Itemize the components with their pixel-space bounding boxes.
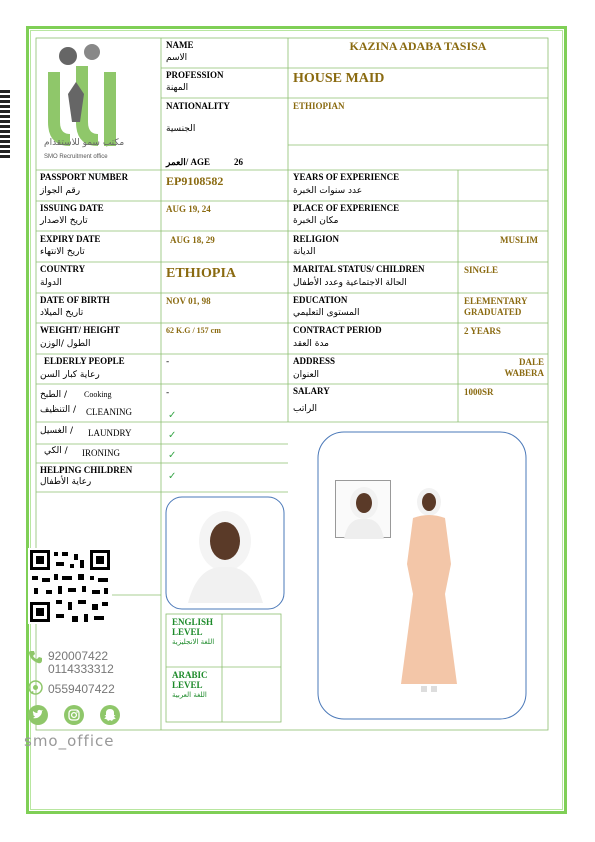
qr-code bbox=[28, 548, 112, 624]
contract-label: CONTRACT PERIOD bbox=[293, 325, 382, 335]
cooking-label: Cooking bbox=[84, 390, 112, 399]
phone-number-1: 920007422 bbox=[48, 649, 109, 663]
logo-english-text: SMO Recruitment office bbox=[44, 154, 108, 160]
contract-ar: مدة العقد bbox=[293, 339, 329, 349]
experience-years-ar: عدد سنوات الخبرة bbox=[293, 186, 363, 196]
address-label: ADDRESS bbox=[293, 356, 336, 366]
logo-mark-icon bbox=[40, 42, 158, 167]
arabic-level-ar: اللغة العربية bbox=[172, 691, 207, 699]
dob-ar: تاريخ الميلاد bbox=[40, 308, 84, 318]
dob-label: DATE OF BIRTH bbox=[40, 295, 110, 305]
nationality-label: NATIONALITY bbox=[166, 101, 230, 111]
dob-value: NOV 01, 98 bbox=[166, 296, 211, 306]
name-ar: الاسم bbox=[166, 53, 188, 63]
nationality-ar: الجنسية bbox=[166, 124, 196, 134]
profession-ar: المهنة bbox=[166, 83, 189, 93]
profession-value: HOUSE MAID bbox=[293, 71, 385, 86]
education-label: EDUCATION bbox=[293, 295, 348, 305]
education-ar: المستوى التعليمي bbox=[293, 308, 360, 318]
marital-value: SINGLE bbox=[464, 265, 499, 275]
passport-label: PASSPORT NUMBER bbox=[40, 172, 129, 182]
portrait-photo bbox=[178, 503, 273, 603]
arabic-level-label: ARABIC LEVEL bbox=[172, 670, 208, 690]
experience-place-label: PLACE OF EXPERIENCE bbox=[293, 203, 400, 213]
religion-value: MUSLIM bbox=[500, 235, 538, 245]
laundry-ar: الغسيل / bbox=[40, 426, 74, 436]
full-body-photo bbox=[395, 484, 463, 696]
expiry-value: AUG 18, 29 bbox=[170, 235, 215, 245]
english-level-label: ENGLISH LEVEL bbox=[172, 617, 214, 637]
cleaning-ar: التنظيف / bbox=[40, 405, 76, 415]
whatsapp-number: 0559407422 bbox=[48, 682, 115, 696]
contract-value: 2 YEARS bbox=[464, 326, 501, 336]
nationality-value: ETHIOPIAN bbox=[293, 101, 345, 111]
cooking-value: - bbox=[166, 388, 170, 398]
religion-ar: الديانة bbox=[293, 247, 316, 257]
helping-children-ar: رعاية الأطفال bbox=[40, 477, 92, 487]
marital-ar: الحالة الاجتماعية وعدد الأطفال bbox=[293, 278, 407, 288]
salary-label: SALARY bbox=[293, 386, 330, 396]
weight-height-value: 62 K.G / 157 cm bbox=[166, 326, 221, 335]
expiry-label: EXPIRY DATE bbox=[40, 234, 101, 244]
cleaning-label: CLEANING bbox=[86, 407, 132, 417]
address-value: DALE WABERA bbox=[504, 357, 544, 378]
elderly-ar: رعاية كبار السن bbox=[40, 370, 100, 380]
marital-label: MARITAL STATUS/ CHILDREN bbox=[293, 264, 425, 274]
country-ar: الدولة bbox=[40, 278, 62, 288]
name-value: KAZINA ADABA TASISA bbox=[349, 39, 487, 53]
issuing-ar: تاريخ الاصدار bbox=[40, 216, 88, 226]
logo bbox=[40, 42, 158, 167]
expiry-ar: تاريخ الانتهاء bbox=[40, 247, 85, 257]
name-label: NAME bbox=[166, 40, 194, 50]
experience-years-label: YEARS OF EXPERIENCE bbox=[293, 172, 400, 182]
cooking-ar: الطبخ / bbox=[40, 390, 68, 400]
ironing-check-icon: ✓ bbox=[168, 450, 177, 461]
phone-icon bbox=[28, 650, 42, 664]
country-label: COUNTRY bbox=[40, 264, 86, 274]
country-value: ETHIOPIA bbox=[166, 266, 237, 281]
religion-label: RELIGION bbox=[293, 234, 340, 244]
passport-value: EP9108582 bbox=[166, 174, 224, 188]
logo-arabic-text: مكتب سمو للاستقدام bbox=[44, 138, 125, 148]
elderly-label: ELDERLY PEOPLE bbox=[44, 356, 125, 366]
salary-value: 1000SR bbox=[464, 387, 494, 397]
passport-ar: رقم الجواز bbox=[40, 186, 81, 196]
laundry-check-icon: ✓ bbox=[168, 430, 177, 441]
laundry-label: LAUNDRY bbox=[88, 428, 132, 438]
cleaning-check-icon: ✓ bbox=[168, 410, 177, 421]
elderly-value: - bbox=[166, 357, 170, 367]
salary-ar: الراتب bbox=[293, 404, 318, 414]
whatsapp-icon bbox=[28, 680, 43, 695]
issuing-value: AUG 19, 24 bbox=[166, 204, 211, 214]
education-value: ELEMENTARY GRADUATED bbox=[464, 296, 528, 317]
ironing-label: IRONING bbox=[82, 448, 120, 458]
issuing-label: ISSUING DATE bbox=[40, 203, 104, 213]
experience-place-ar: مكان الخبرة bbox=[293, 216, 339, 226]
snapchat-icon[interactable] bbox=[100, 705, 120, 725]
age-value: 26 bbox=[234, 157, 243, 167]
small-portrait-photo bbox=[335, 480, 391, 538]
helping-children-check-icon: ✓ bbox=[168, 471, 177, 482]
twitter-icon[interactable] bbox=[28, 705, 48, 725]
age-label: العمر/ AGE bbox=[166, 157, 211, 167]
weight-height-ar: الطول /الوزن bbox=[40, 339, 91, 349]
address-ar: العنوان bbox=[293, 370, 320, 380]
instagram-icon[interactable] bbox=[64, 705, 84, 725]
social-handle: smo_office bbox=[24, 732, 115, 750]
phone-number-2: 0114333312 bbox=[48, 662, 114, 676]
weight-height-label: WEIGHT/ HEIGHT bbox=[40, 325, 120, 335]
english-level-ar: اللغة الانجليزية bbox=[172, 638, 215, 646]
ironing-ar: الكي / bbox=[44, 446, 68, 456]
profession-label: PROFESSION bbox=[166, 70, 224, 80]
helping-children-label: HELPING CHILDREN bbox=[40, 465, 133, 475]
